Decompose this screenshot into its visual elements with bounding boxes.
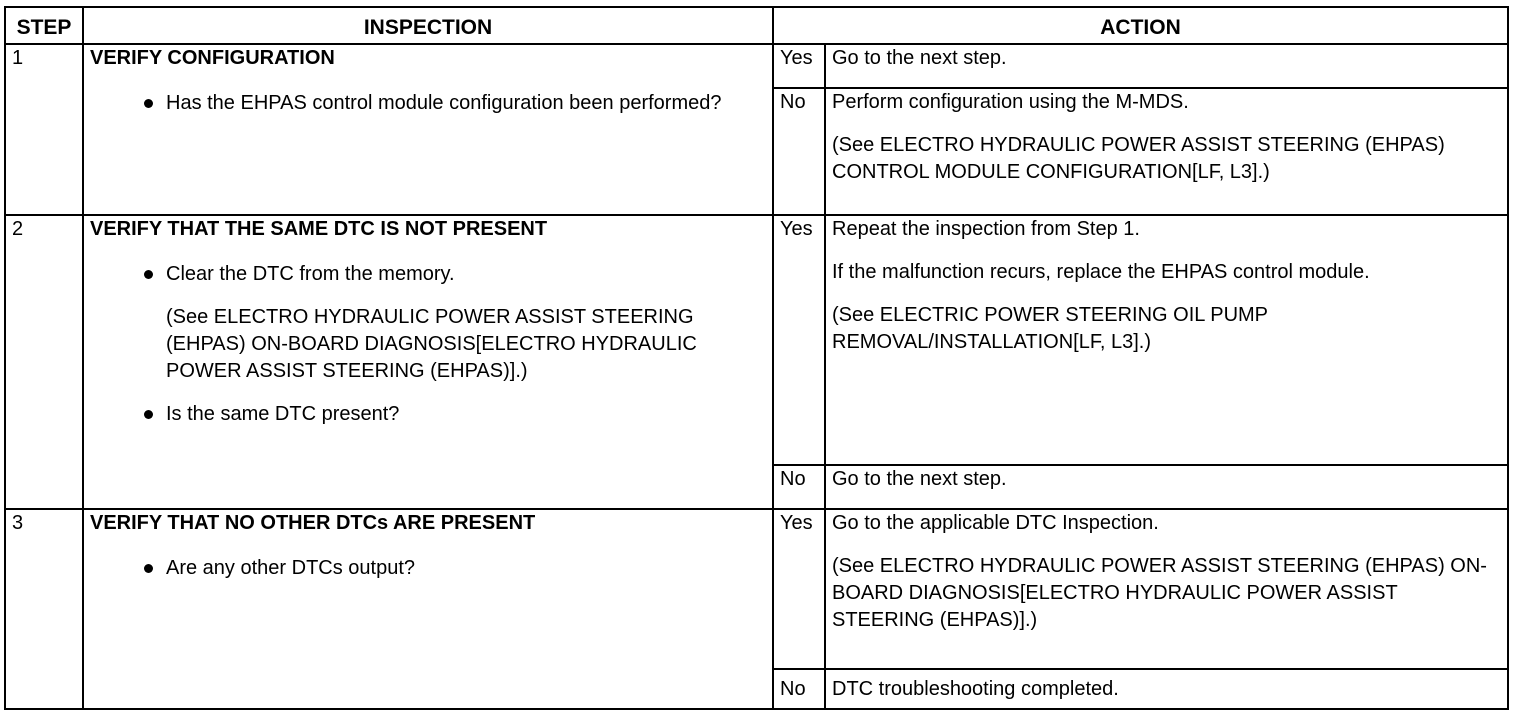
inspection-column-header: INSPECTION: [83, 7, 773, 44]
bullet-text: Clear the DTC from the memory.: [166, 263, 455, 285]
action-text: Repeat the inspection from Step 1.: [832, 218, 1140, 240]
diagnostic-procedure-table: [4, 6, 1509, 710]
inspection-reference: (See ELECTRO HYDRAULIC POWER ASSIST STEERING (EHPAS) ON-BOARD DIAGNOSIS[ELECTRO HYDRAULIC POWER ASSIST STEERING (EHPAS)].): [166, 306, 697, 382]
inspection-cell: [83, 509, 773, 709]
step-number: 1: [5, 44, 83, 215]
bullet-icon: [144, 99, 153, 108]
yes-action-cell: [825, 509, 1508, 669]
yes-label: Yes: [773, 44, 825, 88]
no-action-cell: [825, 465, 1508, 509]
inspection-title: VERIFY THAT NO OTHER DTCs ARE PRESENT: [90, 512, 536, 534]
bullet-text: Has the EHPAS control module configuration been performed?: [166, 92, 722, 114]
inspection-bullet: [90, 261, 766, 288]
action-column-header: ACTION: [773, 7, 1508, 44]
action-reference: (See ELECTRIC POWER STEERING OIL PUMP REMOVAL/INSTALLATION[LF, L3].): [832, 304, 1268, 353]
table-row: [5, 509, 1508, 669]
action-text: DTC troubleshooting completed.: [832, 678, 1119, 700]
bullet-icon: [144, 410, 153, 419]
bullet-icon: [144, 270, 153, 279]
inspection-title: VERIFY THAT THE SAME DTC IS NOT PRESENT: [90, 218, 548, 240]
yes-label: Yes: [773, 215, 825, 465]
bullet-text: Are any other DTCs output?: [166, 557, 416, 579]
table-row: [5, 44, 1508, 88]
action-text: Go to the next step.: [832, 468, 1007, 490]
table-header-row: [5, 7, 1508, 44]
action-reference: (See ELECTRO HYDRAULIC POWER ASSIST STEERING (EHPAS) CONTROL MODULE CONFIGURATION[LF, L3].): [832, 134, 1445, 183]
action-text: Go to the applicable DTC Inspection.: [832, 512, 1159, 534]
bullet-icon: [144, 564, 153, 573]
no-label: No: [773, 465, 825, 509]
step-column-header: STEP: [5, 7, 83, 44]
no-action-cell: [825, 88, 1508, 215]
action-text: Perform configuration using the M-MDS.: [832, 91, 1189, 113]
no-label: No: [773, 88, 825, 215]
bullet-text: Is the same DTC present?: [166, 403, 400, 425]
action-text: Go to the next step.: [832, 47, 1007, 69]
action-text: If the malfunction recurs, replace the EHPAS control module.: [832, 261, 1370, 283]
table-row: [5, 215, 1508, 465]
inspection-cell: [83, 215, 773, 509]
no-label: No: [773, 669, 825, 709]
yes-action-cell: [825, 44, 1508, 88]
inspection-title: VERIFY CONFIGURATION: [90, 47, 335, 69]
step-number: 2: [5, 215, 83, 509]
step-number: 3: [5, 509, 83, 709]
no-action-cell: [825, 669, 1508, 709]
inspection-bullet: [90, 555, 766, 582]
inspection-cell: [83, 44, 773, 215]
yes-label: Yes: [773, 509, 825, 669]
inspection-bullet: [90, 401, 766, 428]
action-reference: (See ELECTRO HYDRAULIC POWER ASSIST STEERING (EHPAS) ON-BOARD DIAGNOSIS[ELECTRO HYDRAULIC POWER ASSIST STEERING (EHPAS)].): [832, 555, 1487, 631]
inspection-bullet: [90, 90, 766, 117]
yes-action-cell: [825, 215, 1508, 465]
